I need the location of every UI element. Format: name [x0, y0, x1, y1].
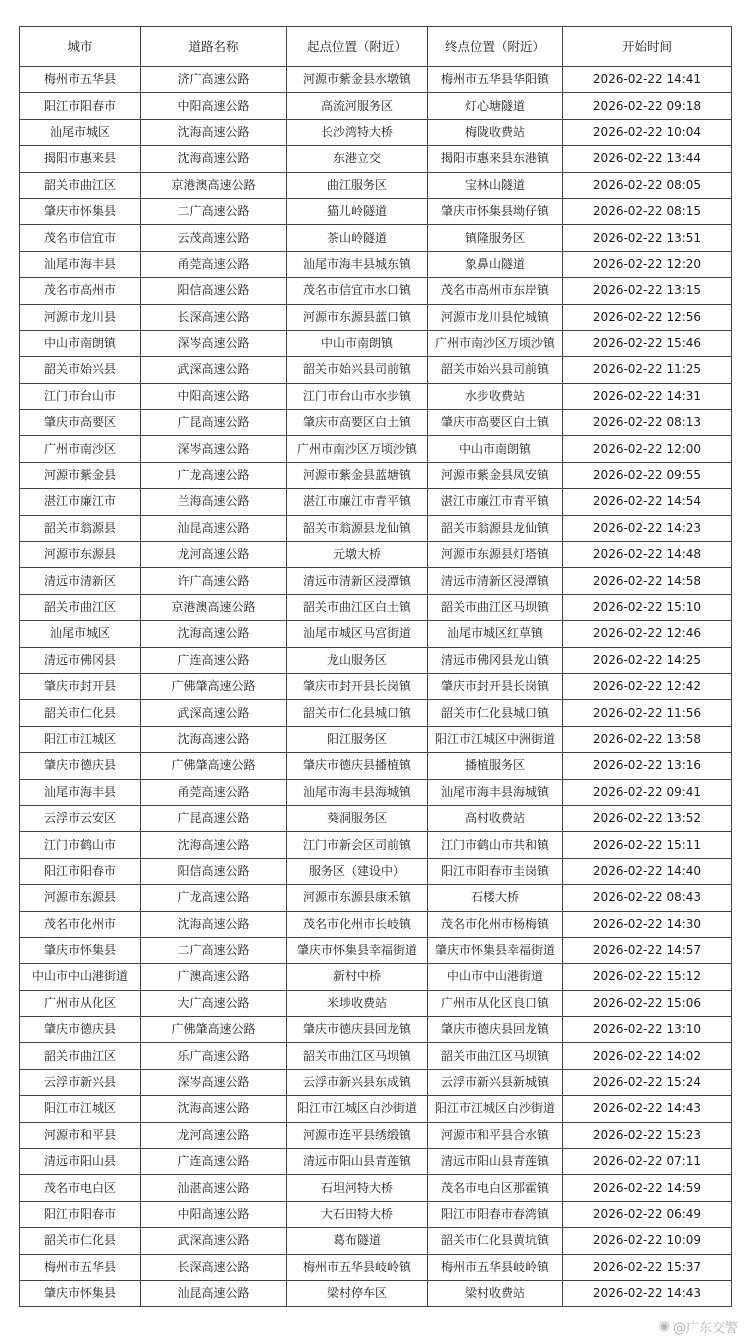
- cell-start-location: 葛布隧道: [287, 1228, 428, 1254]
- cell-start-location: 韶关市曲江区白土镇: [287, 594, 428, 620]
- cell-road-name: 长深高速公路: [141, 304, 287, 330]
- cell-end-location: 阳江市江城区中洲街道: [428, 726, 563, 752]
- cell-end-location: 河源市龙川县佗城镇: [428, 304, 563, 330]
- cell-road-name: 龙河高速公路: [141, 542, 287, 568]
- table-row: [20, 304, 732, 330]
- cell-road-name: 中阳高速公路: [141, 1201, 287, 1227]
- cell-city: 阳江市阳春市: [20, 93, 141, 119]
- cell-road-name: 沈海高速公路: [141, 911, 287, 937]
- cell-start-location: 江门市新会区司前镇: [287, 832, 428, 858]
- cell-start-time: 2026-02-22 13:44: [563, 146, 732, 172]
- cell-start-time: 2026-02-22 14:58: [563, 568, 732, 594]
- cell-start-location: 元墩大桥: [287, 542, 428, 568]
- table-row: [20, 172, 732, 198]
- table-row: [20, 489, 732, 515]
- table-row: [20, 990, 732, 1016]
- cell-start-location: 河源市紫金县水墩镇: [287, 67, 428, 93]
- cell-road-name: 阳信高速公路: [141, 278, 287, 304]
- cell-end-location: 高村收费站: [428, 805, 563, 831]
- cell-end-location: 宝林山隧道: [428, 172, 563, 198]
- table-row: [20, 93, 732, 119]
- cell-start-location: 韶关市曲江区马坝镇: [287, 1043, 428, 1069]
- cell-road-name: 甬莞高速公路: [141, 779, 287, 805]
- cell-city: 揭阳市惠来县: [20, 146, 141, 172]
- cell-start-time: 2026-02-22 14:59: [563, 1175, 732, 1201]
- cell-start-location: 江门市台山市水步镇: [287, 383, 428, 409]
- cell-end-location: 清远市阳山县青莲镇: [428, 1149, 563, 1175]
- cell-start-time: 2026-02-22 15:06: [563, 990, 732, 1016]
- cell-city: 肇庆市德庆县: [20, 753, 141, 779]
- table-body: [20, 67, 732, 1307]
- cell-start-time: 2026-02-22 12:42: [563, 673, 732, 699]
- cell-city: 阳江市阳春市: [20, 1201, 141, 1227]
- cell-start-location: 汕尾市城区马宫街道: [287, 621, 428, 647]
- cell-city: 河源市龙川县: [20, 304, 141, 330]
- cell-city: 韶关市仁化县: [20, 700, 141, 726]
- cell-road-name: 长深高速公路: [141, 1254, 287, 1280]
- cell-start-location: 河源市紫金县蓝塘镇: [287, 462, 428, 488]
- cell-start-location: 茂名市化州市长岐镇: [287, 911, 428, 937]
- cell-start-location: 肇庆市封开县长岗镇: [287, 673, 428, 699]
- cell-start-location: 河源市东源县康禾镇: [287, 885, 428, 911]
- cell-city: 清远市清新区: [20, 568, 141, 594]
- table-row: [20, 779, 732, 805]
- cell-end-location: 茂名市化州市杨梅镇: [428, 911, 563, 937]
- cell-road-name: 广佛肇高速公路: [141, 1017, 287, 1043]
- cell-city: 汕尾市城区: [20, 119, 141, 145]
- cell-end-location: 清远市佛冈县龙山镇: [428, 647, 563, 673]
- cell-end-location: 韶关市曲江区马坝镇: [428, 1043, 563, 1069]
- cell-start-location: 河源市东源县蓝口镇: [287, 304, 428, 330]
- table-row: [20, 225, 732, 251]
- cell-road-name: 云茂高速公路: [141, 225, 287, 251]
- cell-start-location: 梅州市五华县岐岭镇: [287, 1254, 428, 1280]
- cell-road-name: 中阳高速公路: [141, 93, 287, 119]
- header-row: [20, 27, 732, 67]
- table-row: [20, 1254, 732, 1280]
- header-start-location: 起点位置（附近）: [287, 27, 428, 67]
- cell-start-location: 广州市南沙区万顷沙镇: [287, 436, 428, 462]
- cell-start-location: 韶关市始兴县司前镇: [287, 357, 428, 383]
- cell-end-location: 象鼻山隧道: [428, 251, 563, 277]
- cell-end-location: 阳江市江城区白沙街道: [428, 1096, 563, 1122]
- cell-city: 韶关市曲江区: [20, 172, 141, 198]
- table-row: [20, 700, 732, 726]
- cell-city: 广州市从化区: [20, 990, 141, 1016]
- cell-start-time: 2026-02-22 14:43: [563, 1280, 732, 1306]
- cell-start-time: 2026-02-22 15:12: [563, 964, 732, 990]
- cell-end-location: 中山市南朗镇: [428, 436, 563, 462]
- cell-city: 阳江市江城区: [20, 726, 141, 752]
- cell-road-name: 广佛肇高速公路: [141, 753, 287, 779]
- cell-start-location: 石坦河特大桥: [287, 1175, 428, 1201]
- cell-road-name: 沈海高速公路: [141, 832, 287, 858]
- table-row: [20, 568, 732, 594]
- header-end-location: 终点位置（附近）: [428, 27, 563, 67]
- cell-end-location: 梁村收费站: [428, 1280, 563, 1306]
- cell-city: 河源市东源县: [20, 885, 141, 911]
- cell-end-location: 韶关市曲江区马坝镇: [428, 594, 563, 620]
- cell-start-time: 2026-02-22 12:56: [563, 304, 732, 330]
- cell-city: 汕尾市海丰县: [20, 251, 141, 277]
- cell-start-location: 服务区（建设中）: [287, 858, 428, 884]
- cell-start-time: 2026-02-22 14:02: [563, 1043, 732, 1069]
- cell-start-location: 肇庆市德庆县播植镇: [287, 753, 428, 779]
- cell-end-location: 河源市东源县灯塔镇: [428, 542, 563, 568]
- cell-city: 茂名市高州市: [20, 278, 141, 304]
- cell-road-name: 广龙高速公路: [141, 885, 287, 911]
- table-row: [20, 937, 732, 963]
- cell-road-name: 深岑高速公路: [141, 330, 287, 356]
- cell-end-location: 韶关市始兴县司前镇: [428, 357, 563, 383]
- cell-start-location: 清远市阳山县青莲镇: [287, 1149, 428, 1175]
- cell-city: 汕尾市城区: [20, 621, 141, 647]
- cell-start-time: 2026-02-22 13:10: [563, 1017, 732, 1043]
- cell-start-time: 2026-02-22 08:05: [563, 172, 732, 198]
- table-row: [20, 911, 732, 937]
- cell-start-time: 2026-02-22 15:37: [563, 1254, 732, 1280]
- cell-start-time: 2026-02-22 11:56: [563, 700, 732, 726]
- cell-road-name: 广连高速公路: [141, 1149, 287, 1175]
- cell-city: 阳江市江城区: [20, 1096, 141, 1122]
- cell-city: 韶关市始兴县: [20, 357, 141, 383]
- cell-end-location: 韶关市仁化县黄坑镇: [428, 1228, 563, 1254]
- cell-start-location: 高流河服务区: [287, 93, 428, 119]
- cell-start-location: 猫儿岭隧道: [287, 198, 428, 224]
- cell-city: 茂名市电白区: [20, 1175, 141, 1201]
- cell-start-time: 2026-02-22 12:46: [563, 621, 732, 647]
- cell-start-time: 2026-02-22 13:51: [563, 225, 732, 251]
- cell-road-name: 沈海高速公路: [141, 119, 287, 145]
- cell-end-location: 肇庆市怀集县坳仔镇: [428, 198, 563, 224]
- cell-start-time: 2026-02-22 15:24: [563, 1069, 732, 1095]
- cell-start-location: 韶关市翁源县龙仙镇: [287, 515, 428, 541]
- cell-city: 韶关市曲江区: [20, 1043, 141, 1069]
- cell-city: 清远市阳山县: [20, 1149, 141, 1175]
- table-header: [20, 27, 732, 67]
- cell-start-location: 阳江服务区: [287, 726, 428, 752]
- cell-city: 中山市中山港街道: [20, 964, 141, 990]
- cell-road-name: 乐广高速公路: [141, 1043, 287, 1069]
- cell-start-time: 2026-02-22 08:13: [563, 410, 732, 436]
- cell-start-location: 韶关市仁化县城口镇: [287, 700, 428, 726]
- table-row: [20, 726, 732, 752]
- cell-city: 阳江市阳春市: [20, 858, 141, 884]
- cell-end-location: 灯心塘隧道: [428, 93, 563, 119]
- table-row: [20, 436, 732, 462]
- cell-start-time: 2026-02-22 13:52: [563, 805, 732, 831]
- cell-start-time: 2026-02-22 13:58: [563, 726, 732, 752]
- cell-start-time: 2026-02-22 13:16: [563, 753, 732, 779]
- table-row: [20, 383, 732, 409]
- cell-end-location: 江门市鹤山市共和镇: [428, 832, 563, 858]
- cell-start-location: 新村中桥: [287, 964, 428, 990]
- cell-start-location: 清远市清新区浸潭镇: [287, 568, 428, 594]
- cell-end-location: 河源市和平县合水镇: [428, 1122, 563, 1148]
- cell-road-name: 广澳高速公路: [141, 964, 287, 990]
- watermark-text: @广东交警: [672, 1321, 738, 1336]
- cell-start-location: 茶山岭隧道: [287, 225, 428, 251]
- table-row: [20, 1122, 732, 1148]
- table-row: [20, 146, 732, 172]
- cell-start-time: 2026-02-22 07:11: [563, 1149, 732, 1175]
- cell-city: 梅州市五华县: [20, 67, 141, 93]
- cell-start-time: 2026-02-22 14:57: [563, 937, 732, 963]
- cell-city: 中山市南朗镇: [20, 330, 141, 356]
- cell-end-location: 广州市南沙区万顷沙镇: [428, 330, 563, 356]
- table-row: [20, 119, 732, 145]
- cell-road-name: 兰海高速公路: [141, 489, 287, 515]
- table-row: [20, 1280, 732, 1306]
- cell-end-location: 肇庆市德庆县回龙镇: [428, 1017, 563, 1043]
- cell-city: 肇庆市德庆县: [20, 1017, 141, 1043]
- cell-start-time: 2026-02-22 09:55: [563, 462, 732, 488]
- cell-end-location: 肇庆市封开县长岗镇: [428, 673, 563, 699]
- cell-start-time: 2026-02-22 10:04: [563, 119, 732, 145]
- cell-start-location: 肇庆市怀集县幸福街道: [287, 937, 428, 963]
- header-city: 城市: [20, 27, 141, 67]
- cell-end-location: 韶关市翁源县龙仙镇: [428, 515, 563, 541]
- cell-road-name: 深岑高速公路: [141, 1069, 287, 1095]
- cell-city: 汕尾市海丰县: [20, 779, 141, 805]
- cell-start-location: 肇庆市德庆县回龙镇: [287, 1017, 428, 1043]
- cell-road-name: 广佛肇高速公路: [141, 673, 287, 699]
- cell-end-location: 韶关市仁化县城口镇: [428, 700, 563, 726]
- table-row: [20, 1017, 732, 1043]
- table-row: [20, 251, 732, 277]
- cell-start-time: 2026-02-22 14:40: [563, 858, 732, 884]
- table-row: [20, 647, 732, 673]
- cell-road-name: 阳信高速公路: [141, 858, 287, 884]
- table-row: [20, 885, 732, 911]
- table-row: [20, 462, 732, 488]
- cell-road-name: 汕昆高速公路: [141, 515, 287, 541]
- watermark: [659, 1317, 738, 1336]
- table-row: [20, 753, 732, 779]
- cell-end-location: 梅州市五华县华阳镇: [428, 67, 563, 93]
- cell-end-location: 汕尾市海丰县海城镇: [428, 779, 563, 805]
- cell-city: 茂名市信宜市: [20, 225, 141, 251]
- table-row: [20, 410, 732, 436]
- cell-end-location: 肇庆市怀集县幸福街道: [428, 937, 563, 963]
- cell-end-location: 茂名市高州市东岸镇: [428, 278, 563, 304]
- cell-city: 茂名市化州市: [20, 911, 141, 937]
- cell-end-location: 云浮市新兴县新城镇: [428, 1069, 563, 1095]
- cell-road-name: 广龙高速公路: [141, 462, 287, 488]
- cell-start-location: 米埗收费站: [287, 990, 428, 1016]
- cell-city: 肇庆市怀集县: [20, 198, 141, 224]
- cell-road-name: 二广高速公路: [141, 937, 287, 963]
- table-row: [20, 515, 732, 541]
- cell-road-name: 广连高速公路: [141, 647, 287, 673]
- table-row: [20, 357, 732, 383]
- cell-start-location: 肇庆市高要区白土镇: [287, 410, 428, 436]
- cell-start-time: 2026-02-22 14:30: [563, 911, 732, 937]
- cell-end-location: 汕尾市城区红草镇: [428, 621, 563, 647]
- cell-city: 广州市南沙区: [20, 436, 141, 462]
- cell-road-name: 沈海高速公路: [141, 1096, 287, 1122]
- cell-city: 韶关市仁化县: [20, 1228, 141, 1254]
- cell-start-location: 茂名市信宜市水口镇: [287, 278, 428, 304]
- cell-city: 江门市台山市: [20, 383, 141, 409]
- cell-road-name: 龙河高速公路: [141, 1122, 287, 1148]
- table-row: [20, 805, 732, 831]
- cell-start-location: 葵洞服务区: [287, 805, 428, 831]
- cell-end-location: 茂名市电白区那霍镇: [428, 1175, 563, 1201]
- table-row: [20, 1043, 732, 1069]
- cell-end-location: 播植服务区: [428, 753, 563, 779]
- table-row: [20, 1201, 732, 1227]
- cell-start-location: 汕尾市海丰县城东镇: [287, 251, 428, 277]
- cell-city: 湛江市廉江市: [20, 489, 141, 515]
- cell-road-name: 甬莞高速公路: [141, 251, 287, 277]
- road-condition-table: [19, 26, 732, 1307]
- cell-start-time: 2026-02-22 13:15: [563, 278, 732, 304]
- header-road-name: 道路名称: [141, 27, 287, 67]
- cell-end-location: 石楼大桥: [428, 885, 563, 911]
- cell-end-location: 揭阳市惠来县东港镇: [428, 146, 563, 172]
- cell-city: 清远市佛冈县: [20, 647, 141, 673]
- cell-road-name: 许广高速公路: [141, 568, 287, 594]
- table-row: [20, 330, 732, 356]
- cell-road-name: 沈海高速公路: [141, 726, 287, 752]
- cell-end-location: 梅陇收费站: [428, 119, 563, 145]
- table-row: [20, 858, 732, 884]
- table-row: [20, 964, 732, 990]
- cell-end-location: 水步收费站: [428, 383, 563, 409]
- cell-city: 梅州市五华县: [20, 1254, 141, 1280]
- cell-start-time: 2026-02-22 14:23: [563, 515, 732, 541]
- cell-city: 肇庆市怀集县: [20, 937, 141, 963]
- table-row: [20, 1228, 732, 1254]
- cell-end-location: 清远市清新区浸潭镇: [428, 568, 563, 594]
- cell-start-time: 2026-02-22 06:49: [563, 1201, 732, 1227]
- cell-road-name: 汕湛高速公路: [141, 1175, 287, 1201]
- cell-road-name: 济广高速公路: [141, 67, 287, 93]
- cell-start-time: 2026-02-22 14:48: [563, 542, 732, 568]
- cell-start-time: 2026-02-22 11:25: [563, 357, 732, 383]
- table-row: [20, 1149, 732, 1175]
- cell-start-time: 2026-02-22 09:41: [563, 779, 732, 805]
- table-row: [20, 832, 732, 858]
- cell-end-location: 河源市紫金县凤安镇: [428, 462, 563, 488]
- cell-road-name: 武深高速公路: [141, 700, 287, 726]
- table-row: [20, 621, 732, 647]
- cell-start-location: 阳江市江城区白沙街道: [287, 1096, 428, 1122]
- cell-start-location: 云浮市新兴县东成镇: [287, 1069, 428, 1095]
- cell-road-name: 沈海高速公路: [141, 146, 287, 172]
- cell-start-location: 龙山服务区: [287, 647, 428, 673]
- cell-road-name: 中阳高速公路: [141, 383, 287, 409]
- cell-road-name: 武深高速公路: [141, 357, 287, 383]
- weibo-icon: ◉: [658, 1319, 670, 1334]
- cell-start-time: 2026-02-22 15:46: [563, 330, 732, 356]
- cell-start-location: 东港立交: [287, 146, 428, 172]
- cell-road-name: 沈海高速公路: [141, 621, 287, 647]
- cell-start-time: 2026-02-22 09:18: [563, 93, 732, 119]
- table-row: [20, 1175, 732, 1201]
- cell-road-name: 广昆高速公路: [141, 410, 287, 436]
- cell-city: 河源市东源县: [20, 542, 141, 568]
- table-row: [20, 1069, 732, 1095]
- cell-end-location: 广州市从化区良口镇: [428, 990, 563, 1016]
- cell-start-time: 2026-02-22 10:09: [563, 1228, 732, 1254]
- cell-road-name: 深岑高速公路: [141, 436, 287, 462]
- cell-end-location: 镇隆服务区: [428, 225, 563, 251]
- table-row: [20, 198, 732, 224]
- cell-end-location: 中山市中山港街道: [428, 964, 563, 990]
- cell-start-time: 2026-02-22 14:54: [563, 489, 732, 515]
- cell-start-location: 中山市南朗镇: [287, 330, 428, 356]
- cell-city: 云浮市云安区: [20, 805, 141, 831]
- cell-start-time: 2026-02-22 14:43: [563, 1096, 732, 1122]
- cell-start-time: 2026-02-22 15:10: [563, 594, 732, 620]
- cell-start-location: 湛江市廉江市青平镇: [287, 489, 428, 515]
- cell-road-name: 大广高速公路: [141, 990, 287, 1016]
- cell-start-location: 曲江服务区: [287, 172, 428, 198]
- cell-start-time: 2026-02-22 15:11: [563, 832, 732, 858]
- table-row: [20, 278, 732, 304]
- cell-city: 河源市和平县: [20, 1122, 141, 1148]
- cell-end-location: 湛江市廉江市青平镇: [428, 489, 563, 515]
- cell-start-time: 2026-02-22 15:23: [563, 1122, 732, 1148]
- cell-city: 肇庆市怀集县: [20, 1280, 141, 1306]
- cell-end-location: 阳江市阳春市春湾镇: [428, 1201, 563, 1227]
- cell-start-time: 2026-02-22 14:25: [563, 647, 732, 673]
- cell-start-time: 2026-02-22 12:00: [563, 436, 732, 462]
- cell-start-time: 2026-02-22 08:43: [563, 885, 732, 911]
- cell-road-name: 京港澳高速公路: [141, 172, 287, 198]
- cell-road-name: 二广高速公路: [141, 198, 287, 224]
- cell-road-name: 京港澳高速公路: [141, 594, 287, 620]
- cell-start-location: 河源市连平县绣缎镇: [287, 1122, 428, 1148]
- table-row: [20, 594, 732, 620]
- table-row: [20, 1096, 732, 1122]
- cell-city: 云浮市新兴县: [20, 1069, 141, 1095]
- cell-start-location: 长沙湾特大桥: [287, 119, 428, 145]
- cell-start-location: 梁村停车区: [287, 1280, 428, 1306]
- cell-road-name: 广昆高速公路: [141, 805, 287, 831]
- cell-road-name: 武深高速公路: [141, 1228, 287, 1254]
- table-row: [20, 673, 732, 699]
- cell-end-location: 梅州市五华县岐岭镇: [428, 1254, 563, 1280]
- cell-city: 肇庆市高要区: [20, 410, 141, 436]
- cell-end-location: 肇庆市高要区白土镇: [428, 410, 563, 436]
- cell-road-name: 汕昆高速公路: [141, 1280, 287, 1306]
- cell-start-time: 2026-02-22 14:31: [563, 383, 732, 409]
- cell-city: 江门市鹤山市: [20, 832, 141, 858]
- cell-start-time: 2026-02-22 12:20: [563, 251, 732, 277]
- cell-end-location: 阳江市阳春市圭岗镇: [428, 858, 563, 884]
- cell-start-time: 2026-02-22 08:15: [563, 198, 732, 224]
- cell-city: 肇庆市封开县: [20, 673, 141, 699]
- table-row: [20, 67, 732, 93]
- table-row: [20, 542, 732, 568]
- cell-city: 河源市紫金县: [20, 462, 141, 488]
- cell-city: 韶关市翁源县: [20, 515, 141, 541]
- cell-start-location: 汕尾市海丰县海城镇: [287, 779, 428, 805]
- cell-city: 韶关市曲江区: [20, 594, 141, 620]
- cell-start-time: 2026-02-22 14:41: [563, 67, 732, 93]
- header-start-time: 开始时间: [563, 27, 732, 67]
- cell-start-location: 大石田特大桥: [287, 1201, 428, 1227]
